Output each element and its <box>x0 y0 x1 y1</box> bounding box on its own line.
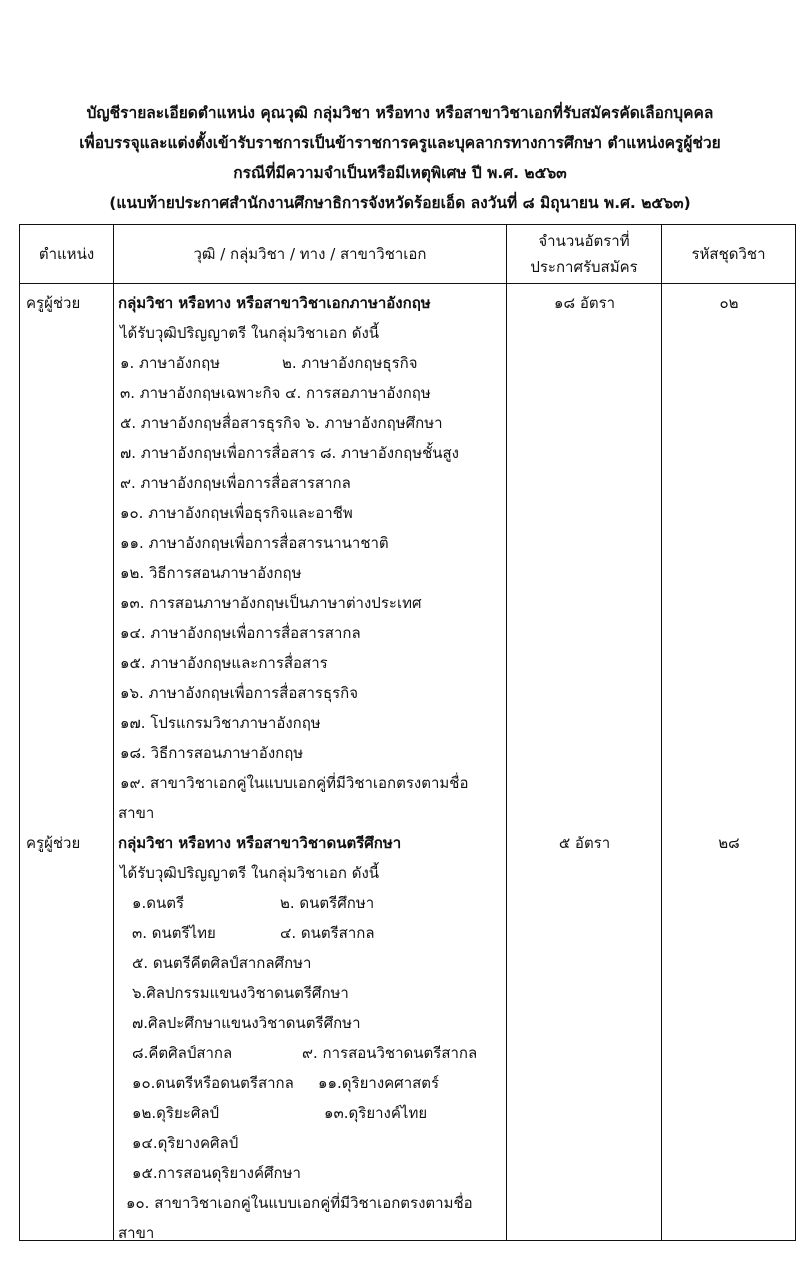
list-item: ๑๐. สาขาวิชาเอกคู่ในแบบเอกคู่ที่มีวิชาเอกตรงตามชื่อ <box>126 1194 473 1212</box>
list-item: ๑๓. การสอนภาษาอังกฤษเป็นภาษาต่างประเทศ <box>120 594 422 612</box>
list-item: สาขา <box>118 1224 155 1242</box>
list-item: ๙. การสอนวิชาดนตรีสากล <box>302 1044 478 1062</box>
list-item: ๑๑. ภาษาอังกฤษเพื่อการสื่อสารนานาชาติ <box>120 534 389 552</box>
list-item: ๑๗. โปรแกรมวิชาภาษาอังกฤษ <box>120 714 321 732</box>
list-item: ๑๒.ดุริยะศิลป์ <box>132 1104 220 1122</box>
list-item: ๘.คีตศิลป์สากล <box>132 1044 233 1062</box>
list-item: ๖.ศิลปกรรมแขนงวิชาดนตรีศึกษา <box>132 984 349 1002</box>
header-count-line-2: ประกาศรับสมัคร <box>530 258 638 276</box>
list-item: ๒. ดนตรีศึกษา <box>280 894 375 912</box>
list-item: ๓. ดนตรีไทย <box>132 924 216 942</box>
list-item: ๒. ภาษาอังกฤษธุรกิจ <box>282 354 418 372</box>
header-code: รหัสชุดวิชา <box>662 225 796 284</box>
heading-line-1: บัญชีรายละเอียดตำแหน่ง คุณวุฒิ กลุ่มวิชา หรือทาง หรือสาขาวิชาเอกที่รับสมัครคัดเลือกบุคคล <box>86 104 714 122</box>
list-item: ๑๑.ดุริยางคศาสตร์ <box>318 1074 440 1092</box>
table-body-row <box>20 284 796 1241</box>
list-item: ๔. ดนตรีสากล <box>280 924 375 942</box>
list-item: ๑.ดนตรี <box>132 894 185 912</box>
heading-line-3: กรณีที่มีความจำเป็นหรือมีเหตุพิเศษ ปี พ.ศ. ๒๕๖๓ <box>233 164 567 182</box>
table-header-row <box>20 225 796 284</box>
list-item: ๑๐. ภาษาอังกฤษเพื่อธุรกิจและอาชีพ <box>120 504 353 522</box>
code-cell <box>662 284 796 1241</box>
list-item: ๓. ภาษาอังกฤษเฉพาะกิจ ๔. การสอภาษาอังกฤษ <box>120 384 431 402</box>
list-item: ๗.ศิลปะศึกษาแขนงวิชาดนตรีศึกษา <box>132 1014 361 1032</box>
row-1-position: ครูผู้ช่วย <box>26 294 81 312</box>
list-item: ๑๖. ภาษาอังกฤษเพื่อการสื่อสารธุรกิจ <box>120 684 359 702</box>
heading-line-2: เพื่อบรรจุและแต่งตั้งเข้ารับราชการเป็นข้าราชการครูและบุคลากรทางการศึกษา ตำแหน่งครูผู้ช่วย <box>79 134 721 152</box>
row-2-degree: ได้รับวุฒิปริญญาตรี ในกลุ่มวิชาเอก ดังนี้ <box>120 864 380 882</box>
header-qualification: วุฒิ / กลุ่มวิชา / ทาง / สาขาวิชาเอก <box>114 225 507 284</box>
row-2-count: ๕ อัตรา <box>558 834 611 852</box>
positions-table <box>19 224 796 1241</box>
row-2-code: ๒๘ <box>718 834 740 852</box>
list-item: ๑๐.ดนตรีหรือดนตรีสากล <box>132 1074 294 1092</box>
heading-line-4: (แนบท้ายประกาศสำนักงานศึกษาธิการจังหวัดร้อยเอ็ด ลงวันที่ ๘ มิถุนายน พ.ศ. ๒๕๖๓) <box>109 194 691 212</box>
list-item: ๑๕. ภาษาอังกฤษและการสื่อสาร <box>120 654 328 672</box>
list-item: สาขา <box>118 804 155 822</box>
position-cell <box>20 284 114 1241</box>
count-cell <box>507 284 662 1241</box>
row-1-count: ๑๘ อัตรา <box>553 294 616 312</box>
row-1-degree: ได้รับวุฒิปริญญาตรี ในกลุ่มวิชาเอก ดังนี้ <box>120 324 380 342</box>
list-item: ๕. ดนตรีคีตศิลป์สากลศึกษา <box>132 954 312 972</box>
list-item: ๗. ภาษาอังกฤษเพื่อการสื่อสาร ๘. ภาษาอังกฤษชั้นสูง <box>120 444 460 462</box>
row-2-group: กลุ่มวิชา หรือทาง หรือสาขาวิชาดนตรีศึกษา <box>118 834 402 852</box>
header-count <box>507 225 662 284</box>
document-heading <box>0 98 800 218</box>
header-position: ตำแหน่ง <box>20 225 114 284</box>
list-item: ๙. ภาษาอังกฤษเพื่อการสื่อสารสากล <box>120 474 351 492</box>
list-item: ๕. ภาษาอังกฤษสื่อสารธุรกิจ ๖. ภาษาอังกฤษศึกษา <box>120 414 443 432</box>
list-item: ๑๔. ภาษาอังกฤษเพื่อการสื่อสารสากล <box>120 624 361 642</box>
list-item: ๑๒. วิธีการสอนภาษาอังกฤษ <box>120 564 302 582</box>
header-count-line-1: จำนวนอัตราที่ <box>538 232 630 250</box>
list-item: ๑. ภาษาอังกฤษ <box>120 354 221 372</box>
list-item: ๑๕.การสอนดุริยางค์ศึกษา <box>132 1164 301 1182</box>
row-1-group: กลุ่มวิชา หรือทาง หรือสาขาวิชาเอกภาษาอังกฤษ <box>118 294 431 312</box>
qualification-cell <box>114 284 507 1241</box>
list-item: ๑๓.ดุริยางค์ไทย <box>324 1104 428 1122</box>
list-item: ๑๘. วิธีการสอนภาษาอังกฤษ <box>120 744 304 762</box>
list-item: ๑๙. สาขาวิชาเอกคู่ในแบบเอกคู่ที่มีวิชาเอกตรงตามชื่อ <box>120 774 469 792</box>
list-item: ๑๔.ดุริยางคศิลป์ <box>132 1134 239 1152</box>
row-1-code: ๐๒ <box>719 294 739 312</box>
row-2-position: ครูผู้ช่วย <box>26 834 81 852</box>
